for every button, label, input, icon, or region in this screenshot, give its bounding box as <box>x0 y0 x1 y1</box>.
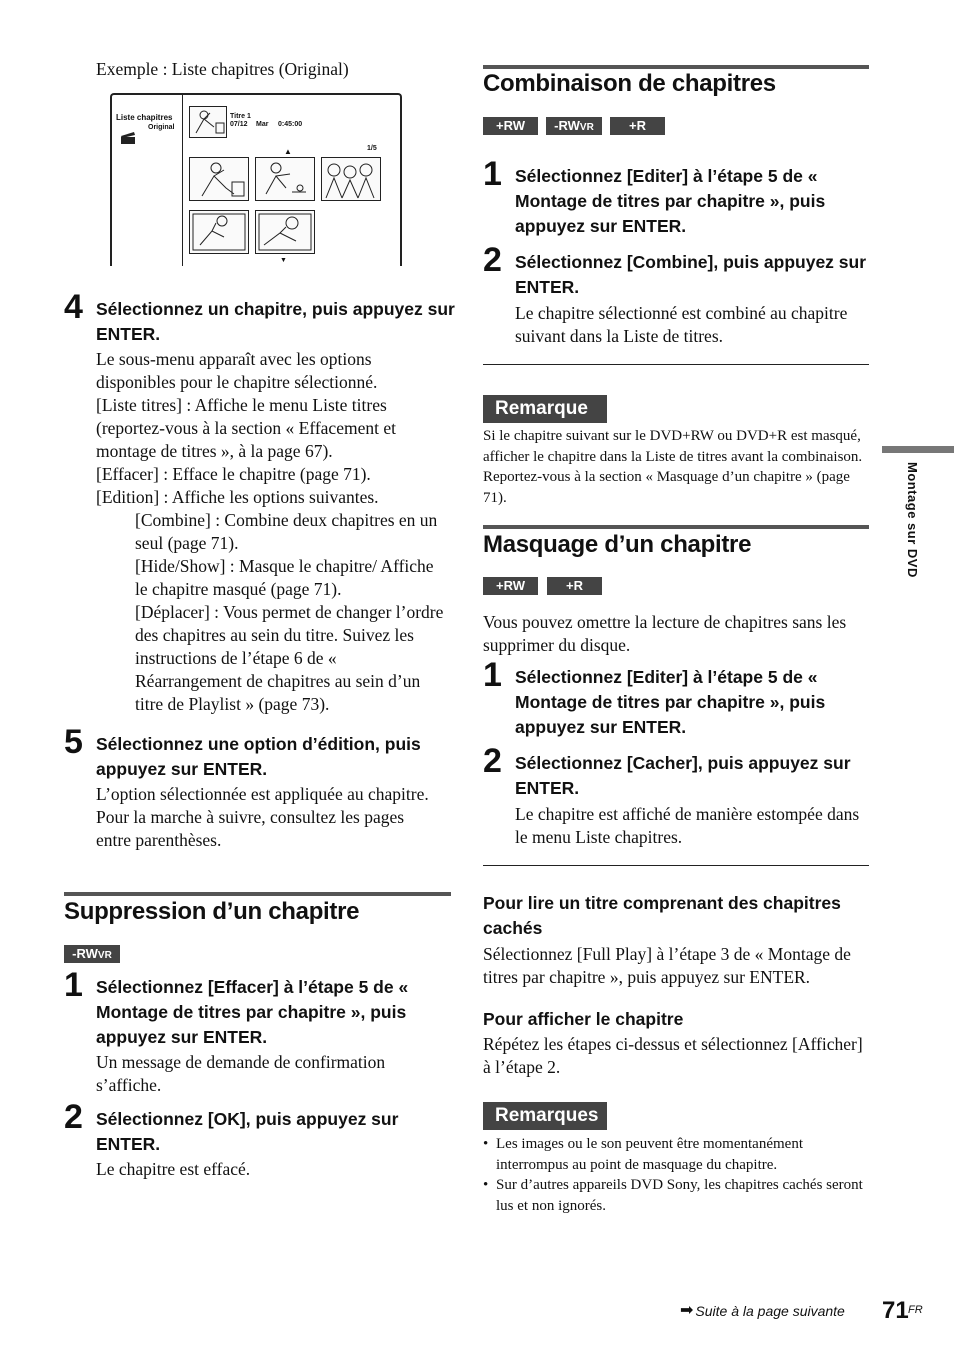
chapter-thumbnail[interactable] <box>255 157 315 201</box>
step-number: 1 <box>483 656 502 694</box>
step-body: Le chapitre est effacé. <box>96 1159 251 1179</box>
side-tab-bar <box>882 446 954 453</box>
subsection-heading: Pour lire un titre comprenant des chapitres cachés <box>483 893 841 938</box>
step-heading: Sélectionnez une option d’édition, puis appuyez sur ENTER. <box>96 734 421 779</box>
media-badge: -RWVR <box>64 945 120 963</box>
step-number: 1 <box>64 966 83 1004</box>
continue-note: ➡ Suite à la page suivante <box>680 1302 845 1319</box>
step-body: L’option sélectionnée est appliquée au chapitre. Pour la marche à suivre, consultez les pages entre parenthèses. <box>96 784 429 850</box>
media-badge: +R <box>610 117 665 135</box>
chapter-thumbnail[interactable] <box>189 157 249 201</box>
step-body: Le sous-menu apparaît avec les options disponibles pour le chapitre sélectionné. [Liste titres] : Affiche le menu Liste titres (reportez-vous à la section « Effacement et montage de titres », à la page 67). [Effacer] : Efface le chapitre (page 71). [Edition] : Affiche les options suivantes. [Combine] : Combine deux chapitres en un seul (page 71). [Hide/Show] : Masque le chapitre/ Affiche le chapitre masqué (page 71). [Déplacer] : Vous permet de changer l’ordre des chapitres au sein du titre. Suivez les instructions de l’étape 6 de « Réarrangement de chapitres au sein d’un titre de Playlist » (page 73). <box>96 349 444 714</box>
step-heading: Sélectionnez [Effacer] à l’étape 5 de « Montage de titres par chapitre », puis appuyez sur ENTER. <box>96 977 409 1047</box>
list-item: • Les images ou le son peuvent être momentanément interrompus au point de masquage du chapitre. <box>483 1134 869 1175</box>
scroll-down-icon[interactable]: ▼ <box>280 257 287 264</box>
screen-title-duration: 0:45:00 <box>278 121 303 128</box>
section-rule <box>483 65 869 69</box>
section-rule <box>483 525 869 529</box>
step-number: 2 <box>483 742 502 780</box>
chapter-thumbnail[interactable] <box>321 157 381 201</box>
step-heading: Sélectionnez [Editer] à l’étape 5 de « Montage de titres par chapitre », puis appuyez sur ENTER. <box>515 166 826 236</box>
arrow-right-icon: ➡ <box>680 1302 694 1319</box>
section-intro: Vous pouvez omettre la lecture de chapitres sans les supprimer du disque. <box>483 612 847 655</box>
current-title-thumbnail <box>189 106 227 138</box>
step-heading: Sélectionnez un chapitre, puis appuyez sur ENTER. <box>96 299 455 344</box>
screen-title-date: 07/12 <box>230 121 248 128</box>
media-badge: +R <box>547 577 602 595</box>
side-tab-label: Montage sur DVD <box>905 462 920 578</box>
divider <box>483 364 869 365</box>
section-title: Suppression d’un chapitre <box>64 898 360 925</box>
subsection-body: Sélectionnez [Full Play] à l’étape 3 de « Montage de titres par chapitre », puis appuyez sur ENTER. <box>483 944 851 987</box>
media-badge: +RW <box>483 117 538 135</box>
scroll-up-icon[interactable]: ▲ <box>284 147 292 156</box>
page-suffix: FR <box>908 1304 923 1316</box>
screen-divider <box>182 95 183 266</box>
chapter-list-screen <box>110 93 402 266</box>
step-number: 5 <box>64 723 83 761</box>
media-badge: +RW <box>483 577 538 595</box>
section-title: Combinaison de chapitres <box>483 70 776 97</box>
step-body: Le chapitre sélectionné est combiné au chapitre suivant dans la Liste de titres. <box>515 303 848 346</box>
list-item: • Sur d’autres appareils DVD Sony, les chapitres cachés seront lus et non ignorés. <box>483 1175 869 1216</box>
chapter-thumbnail[interactable] <box>189 210 249 254</box>
subsection-body: Répétez les étapes ci-dessus et sélectionnez [Afficher] à l’étape 2. <box>483 1034 863 1077</box>
screen-page-indicator: 1/5 <box>367 145 377 152</box>
screen-title-name: Titre 1 <box>230 113 251 120</box>
step-number: 1 <box>483 155 502 193</box>
note-list <box>483 1134 869 1216</box>
example-caption: Exemple : Liste chapitres (Original) <box>96 59 349 79</box>
subsection-heading: Pour afficher le chapitre <box>483 1009 684 1029</box>
screen-list-title: Liste chapitres <box>116 113 173 122</box>
step-number: 4 <box>64 288 83 326</box>
step-body: Le chapitre est affiché de manière estompée dans le menu Liste chapitres. <box>515 804 860 847</box>
step-heading: Sélectionnez [Combine], puis appuyez sur ENTER. <box>515 252 867 297</box>
screen-list-mode: Original <box>148 124 175 131</box>
screen-title-day: Mar <box>256 121 269 128</box>
step-body: Un message de demande de confirmation s’affiche. <box>96 1052 386 1095</box>
step-heading: Sélectionnez [OK], puis appuyez sur ENTER. <box>96 1109 399 1154</box>
step-number: 2 <box>483 241 502 279</box>
note-body: Si le chapitre suivant sur le DVD+RW ou DVD+R est masqué, afficher le chapitre dans la Liste de titres avant la combinaison. Reportez-vous à la section « Masquage d’un chapitre » (page 71). <box>483 428 863 506</box>
note-title: Remarques <box>483 1102 607 1130</box>
media-badge: -RWVR <box>546 117 602 135</box>
note-title: Remarque <box>483 395 607 423</box>
section-title: Masquage d’un chapitre <box>483 531 752 558</box>
section-rule <box>64 892 451 896</box>
step-heading: Sélectionnez [Cacher], puis appuyez sur ENTER. <box>515 753 851 798</box>
clapper-icon <box>120 131 136 145</box>
page-number: 71 <box>882 1297 909 1324</box>
chapter-thumbnail[interactable] <box>255 210 315 254</box>
step-heading: Sélectionnez [Editer] à l’étape 5 de « Montage de titres par chapitre », puis appuyez sur ENTER. <box>515 667 826 737</box>
step-number: 2 <box>64 1098 83 1136</box>
divider <box>483 865 869 866</box>
